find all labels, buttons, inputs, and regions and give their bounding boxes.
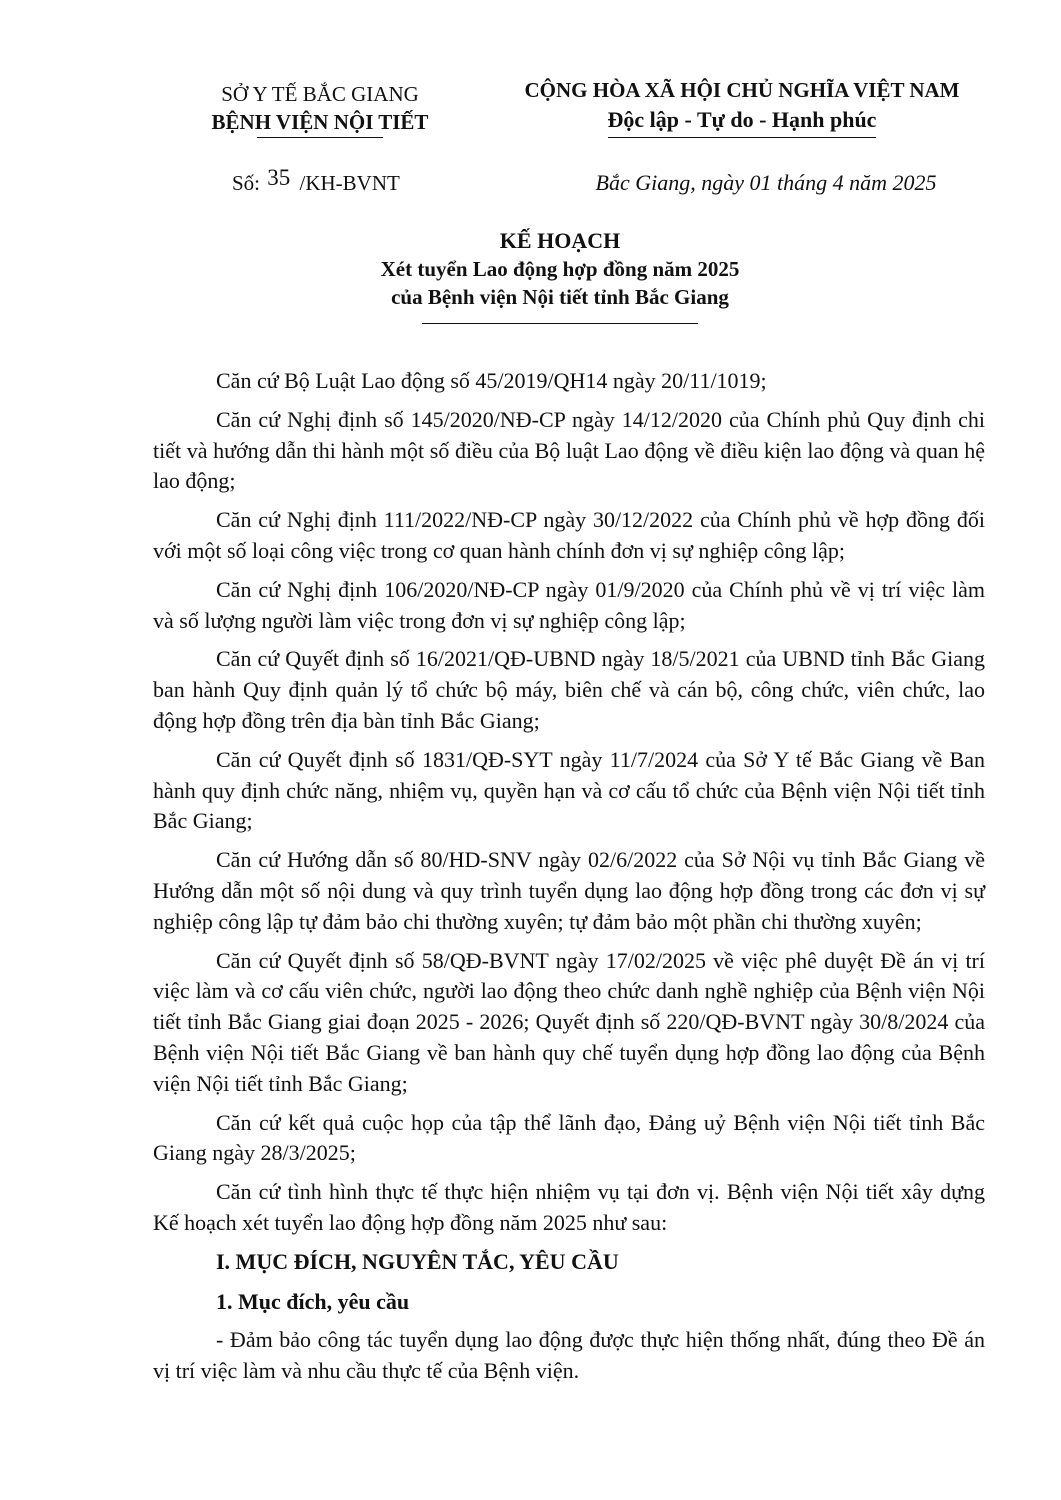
purpose-paragraph: - Đảm bảo công tác tuyển dụng lao động được thực hiện thống nhất, đúng theo Đề án vị trí việc làm và nhu cầu thực tế của Bệnh viện. <box>153 1326 985 1383</box>
basis-paragraph: Căn cứ Hướng dẫn số 80/HD-SNV ngày 02/6/2022 của Sở Nội vụ tỉnh Bắc Giang về Hướng dẫn một số nội dung và quy trình tuyển dụng lao động hợp đồng trong các đơn vị sự nghiệp công lập tự đảm bảo chi thường xuyên; tự đảm bảo một phần chi thường xuyên; <box>153 847 985 934</box>
title-line-1: Xét tuyển Lao động hợp đồng năm 2025 <box>380 257 740 281</box>
basis-paragraph: Căn cứ Nghị định 111/2022/NĐ-CP ngày 30/12/2022 của Chính phủ về hợp đồng đối với một số loại công việc trong cơ quan hành chính đơn vị sự nghiệp công lập; <box>153 507 985 563</box>
nation-title: CỘNG HÒA XÃ HỘI CHỦ NGHĨA VIỆT NAM <box>524 78 960 102</box>
doc-number-suffix: /KH-BVNT <box>299 171 400 195</box>
section-heading: I. MỤC ĐÍCH, NGUYÊN TẮC, YÊU CẦU <box>216 1248 619 1274</box>
document-title <box>170 226 950 324</box>
unit-underline <box>257 137 383 138</box>
agency-name: SỞ Y TẾ BẮC GIANG <box>221 82 419 106</box>
basis-paragraph: Căn cứ tình hình thực tế thực hiện nhiệm vụ tại đơn vị. Bệnh viện Nội tiết xây dựng Kế hoạch xét tuyển lao động hợp đồng năm 2025 như sau: <box>153 1179 985 1235</box>
issuer-header <box>170 80 470 138</box>
subsection-heading: 1. Mục đích, yêu cầu <box>216 1288 410 1314</box>
title-line-2: của Bệnh viện Nội tiết tỉnh Bắc Giang <box>391 285 729 309</box>
title-underline <box>422 323 698 324</box>
basis-paragraph: Căn cứ Quyết định số 58/QĐ-BVNT ngày 17/02/2025 về việc phê duyệt Đề án vị trí việc làm và cơ cấu viên chức, người lao động theo chức danh nghề nghiệp của Bệnh viện Nội tiết tỉnh Bắc Giang giai đoạn 2025 - 2026; Quyết định số 220/QĐ-BVNT ngày 30/8/2024 của Bệnh viện Nội tiết Bắc Giang về ban hành quy chế tuyển dụng hợp đồng lao động của Bệnh viện Nội tiết tỉnh Bắc Giang; <box>153 947 985 1096</box>
document-number <box>232 165 400 196</box>
basis-paragraph: Căn cứ Quyết định số 16/2021/QĐ-UBND ngày 18/5/2021 của UBND tỉnh Bắc Giang ban hành Quy định quản lý tổ chức bộ máy, biên chế và cán bộ, công chức, viên chức, lao động hợp đồng trên địa bàn tỉnh Bắc Giang; <box>153 646 985 733</box>
unit-name: BỆNH VIỆN NỘI TIẾT <box>211 110 429 134</box>
national-motto: Độc lập - Tự do - Hạnh phúc <box>608 105 877 138</box>
basis-paragraph: Căn cứ Nghị định 106/2020/NĐ-CP ngày 01/9/2020 của Chính phủ về vị trí việc làm và số lượng người làm việc trong đơn vị sự nghiệp công lập; <box>153 576 985 633</box>
national-header <box>478 76 1006 138</box>
basis-paragraph: Căn cứ Bộ Luật Lao động số 45/2019/QH14 ngày 20/11/1019; <box>216 368 767 393</box>
place-and-date: Bắc Giang, ngày 01 tháng 4 năm 2025 <box>595 170 937 195</box>
doc-number-value: 35 <box>267 165 291 190</box>
doc-number-prefix: Số: <box>232 171 261 195</box>
basis-paragraph: Căn cứ Nghị định số 145/2020/NĐ-CP ngày 14/12/2020 của Chính phủ Quy định chi tiết và hướng dẫn thi hành một số điều của Bộ luật Lao động về điều kiện lao động và quan hệ lao động; <box>153 406 985 494</box>
basis-paragraph: Căn cứ kết quả cuộc họp của tập thể lãnh đạo, Đảng uỷ Bệnh viện Nội tiết tỉnh Bắc Giang ngày 28/3/2025; <box>153 1109 985 1166</box>
title-main: KẾ HOẠCH <box>499 228 621 253</box>
document-body <box>153 366 985 1394</box>
basis-paragraph: Căn cứ Quyết định số 1831/QĐ-SYT ngày 11/7/2024 của Sở Y tế Bắc Giang về Ban hành quy định chức năng, nhiệm vụ, quyền hạn và cơ cấu tổ chức của Bệnh viện Nội tiết tỉnh Bắc Giang; <box>153 746 985 834</box>
